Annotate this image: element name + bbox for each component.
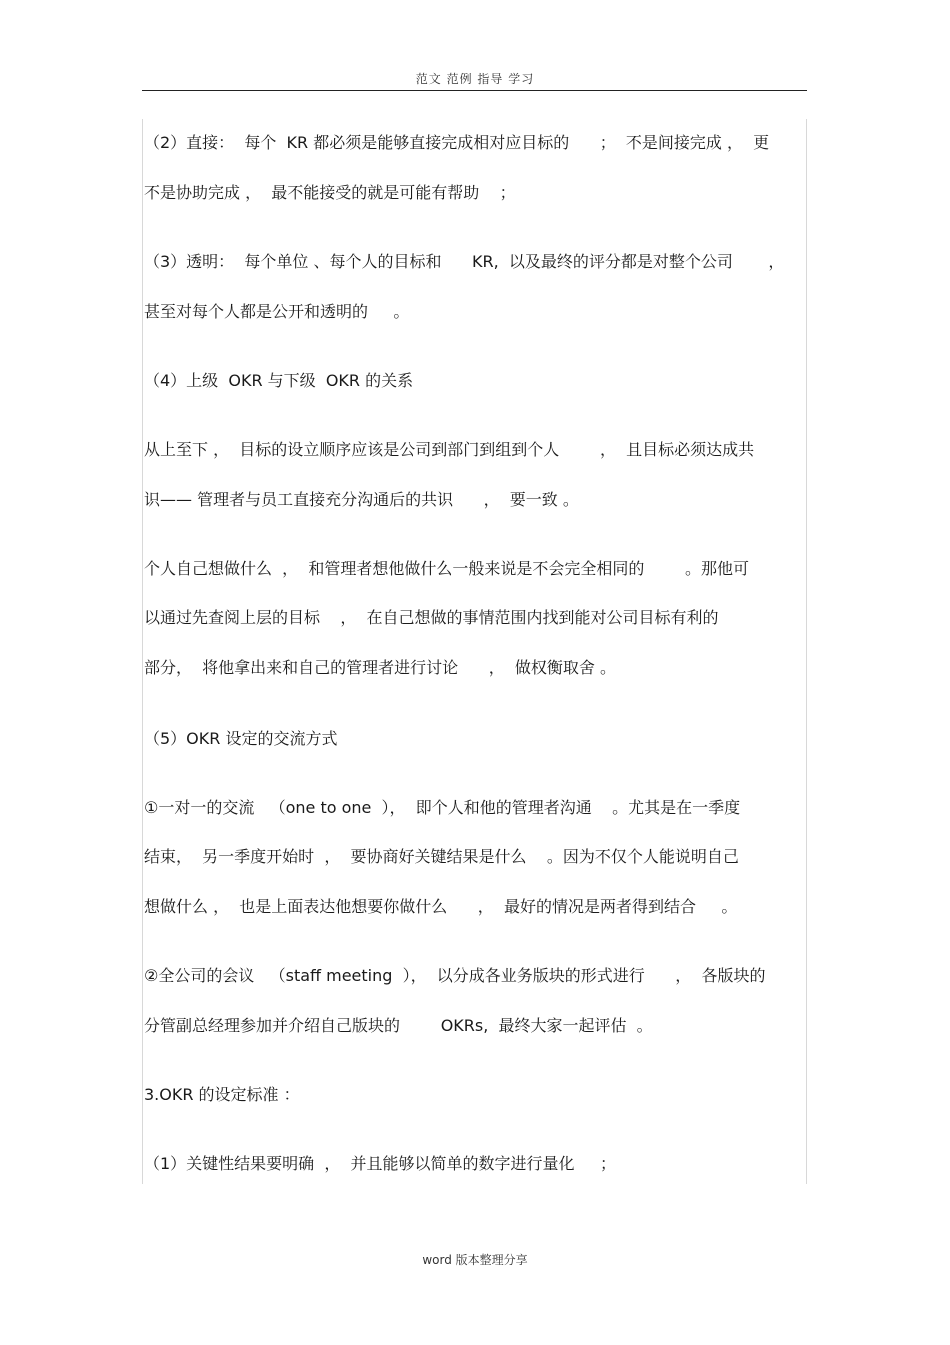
paragraph-line: （3）透明： 每个单位 、每个人的目标和 KR, 以及最终的评分都是对整个公司 ， (144, 252, 785, 271)
paragraph-line: 以通过先查阅上层的目标 ， 在自己想做的事情范围内找到能对公司目标有利的 (144, 608, 719, 627)
paragraph-line: 识—— 管理者与员工直接充分沟通后的共识 ， 要一致 。 (144, 490, 579, 509)
paragraph-line: 甚至对每个人都是公开和透明的 。 (144, 302, 410, 321)
section-heading: （4）上级 OKR 与下级 OKR 的关系 (144, 371, 414, 390)
paragraph-line: 分管副总经理参加并介绍自己版块的 OKRs, 最终大家一起评估 。 (144, 1016, 653, 1035)
section-heading: （5）OKR 设定的交流方式 (144, 729, 338, 748)
paragraph-line: 个人自己想做什么 ， 和管理者想他做什么一般来说是不会完全相同的 。那他可 (144, 559, 750, 578)
paragraph-line: 从上至下 ， 目标的设立顺序应该是公司到部门到组到个人 ， 且目标必须达成共 (144, 440, 755, 459)
paragraph-line: 结束， 另一季度开始时 ， 要协商好关键结果是什么 。因为不仅个人能说明自己 (144, 847, 739, 866)
page-frame-left-border (142, 119, 143, 1184)
paragraph-line: （1）关键性结果要明确 ， 并且能够以简单的数字进行量化 ； (144, 1154, 616, 1173)
paragraph-line: 想做什么 ， 也是上面表达他想要你做什么 ， 最好的情况是两者得到结合 。 (144, 897, 738, 916)
paragraph-line: 不是协助完成 ， 最不能接受的就是可能有帮助 ； (144, 183, 516, 202)
paragraph-line: ②全公司的会议 （staff meeting ）， 以分成各业务版块的形式进行 ， 各版块的 (144, 966, 766, 985)
header-divider (142, 90, 807, 91)
page-header: 范文 范例 指导 学习 (415, 72, 535, 86)
paragraph-line: ①一对一的交流 （one to one ）， 即个人和他的管理者沟通 。尤其是在一季度 (144, 798, 741, 817)
paragraph-line: 部分， 将他拿出来和自己的管理者进行讨论 ， 做权衡取舍 。 (144, 658, 616, 677)
page-footer: word 版本整理分享 (422, 1253, 528, 1267)
paragraph-line: （2）直接： 每个 KR 都必须是能够直接完成相对应目标的 ； 不是间接完成 ， 更 (144, 133, 770, 152)
section-heading: 3.OKR 的设定标准 ： (144, 1085, 300, 1104)
